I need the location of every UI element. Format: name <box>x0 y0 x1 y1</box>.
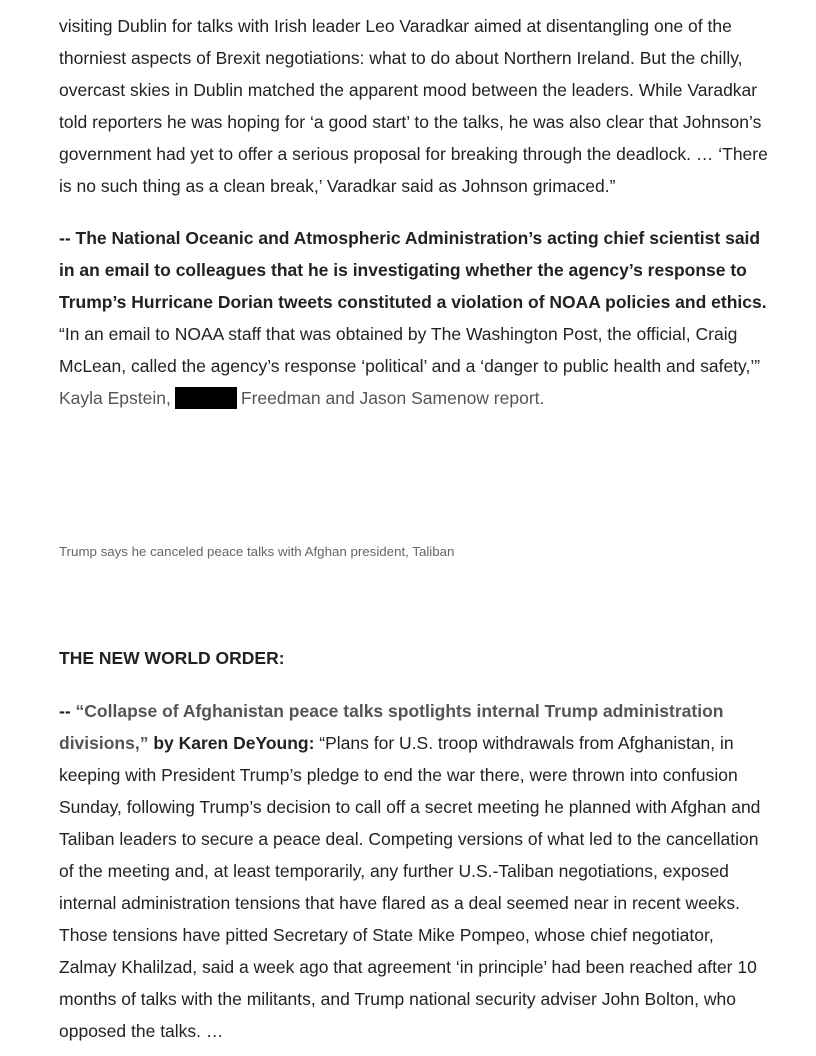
noaa-quote: “In an email to NOAA staff that was obtained by The Washington Post, the official, Craig McLean, called the agency’s response ‘political’ and a ‘danger to public health and safety,’” <box>59 324 761 376</box>
section-title: THE NEW WORLD ORDER: <box>59 648 285 668</box>
author-link-freedman-samenow[interactable]: Freedman and Jason Samenow <box>240 388 489 408</box>
noaa-tail: report. <box>488 388 545 408</box>
afghan-byline: by Karen DeYoung: <box>148 733 315 753</box>
paragraph-brexit: visiting Dublin for talks with Irish leader Leo Varadkar aimed at disentangling one of the thorniest aspects of Brexit negotiations: what to do about Northern Ireland. But the chilly, overcast skies in Dublin matched the apparent mood between the leaders. While Varadkar told reporters he was hoping for ‘a good start’ to the talks, he was also clear that Johnson’s government had yet to offer a serious proposal for breaking through the deadlock. … ‘There is no such thing as a clean break,’ Varadkar said as Johnson grimaced.” <box>59 16 768 196</box>
video-caption: Trump says he canceled peace talks with Afghan president, Taliban <box>59 544 455 559</box>
redaction-box <box>175 387 237 409</box>
paragraph-noaa <box>59 222 771 414</box>
afghan-prefix: -- <box>59 701 76 721</box>
paragraph-afghanistan <box>59 695 771 1047</box>
afghan-body: “Plans for U.S. troop withdrawals from Afghanistan, in keeping with President Trump’s pledge to end the war there, were thrown into confusion Sunday, following Trump’s decision to call off a secret meeting he planned with Afghan and Taliban leaders to secure a peace deal. Competing versions of what led to the cancellation of the meeting and, at least temporarily, any further U.S.-Taliban negotiations, exposed internal administration tensions that have flared as a deal seemed near in recent weeks. Those tensions have pitted Secretary of State Mike Pompeo, whose chief negotiator, Zalmay Khalilzad, said a week ago that agreement ‘in principle’ had been reached after 10 months of talks with the militants, and Trump national security adviser John Bolton, who opposed the talks. … <box>59 733 761 1041</box>
article-top <box>59 10 771 414</box>
author-link-epstein[interactable]: Kayla Epstein, <box>59 388 171 408</box>
noaa-lead: -- The National Oceanic and Atmospheric Administration’s acting chief scientist said in an email to colleagues that he is investigating whether the agency’s response to Trump’s Hurricane Dorian tweets constituted a violation of NOAA policies and ethics. <box>59 228 767 312</box>
afghan-headline-link[interactable]: “Collapse of Afghanistan peace talks spotlights internal Trump administration divisions,” <box>59 701 724 753</box>
article-bottom <box>59 695 771 1047</box>
